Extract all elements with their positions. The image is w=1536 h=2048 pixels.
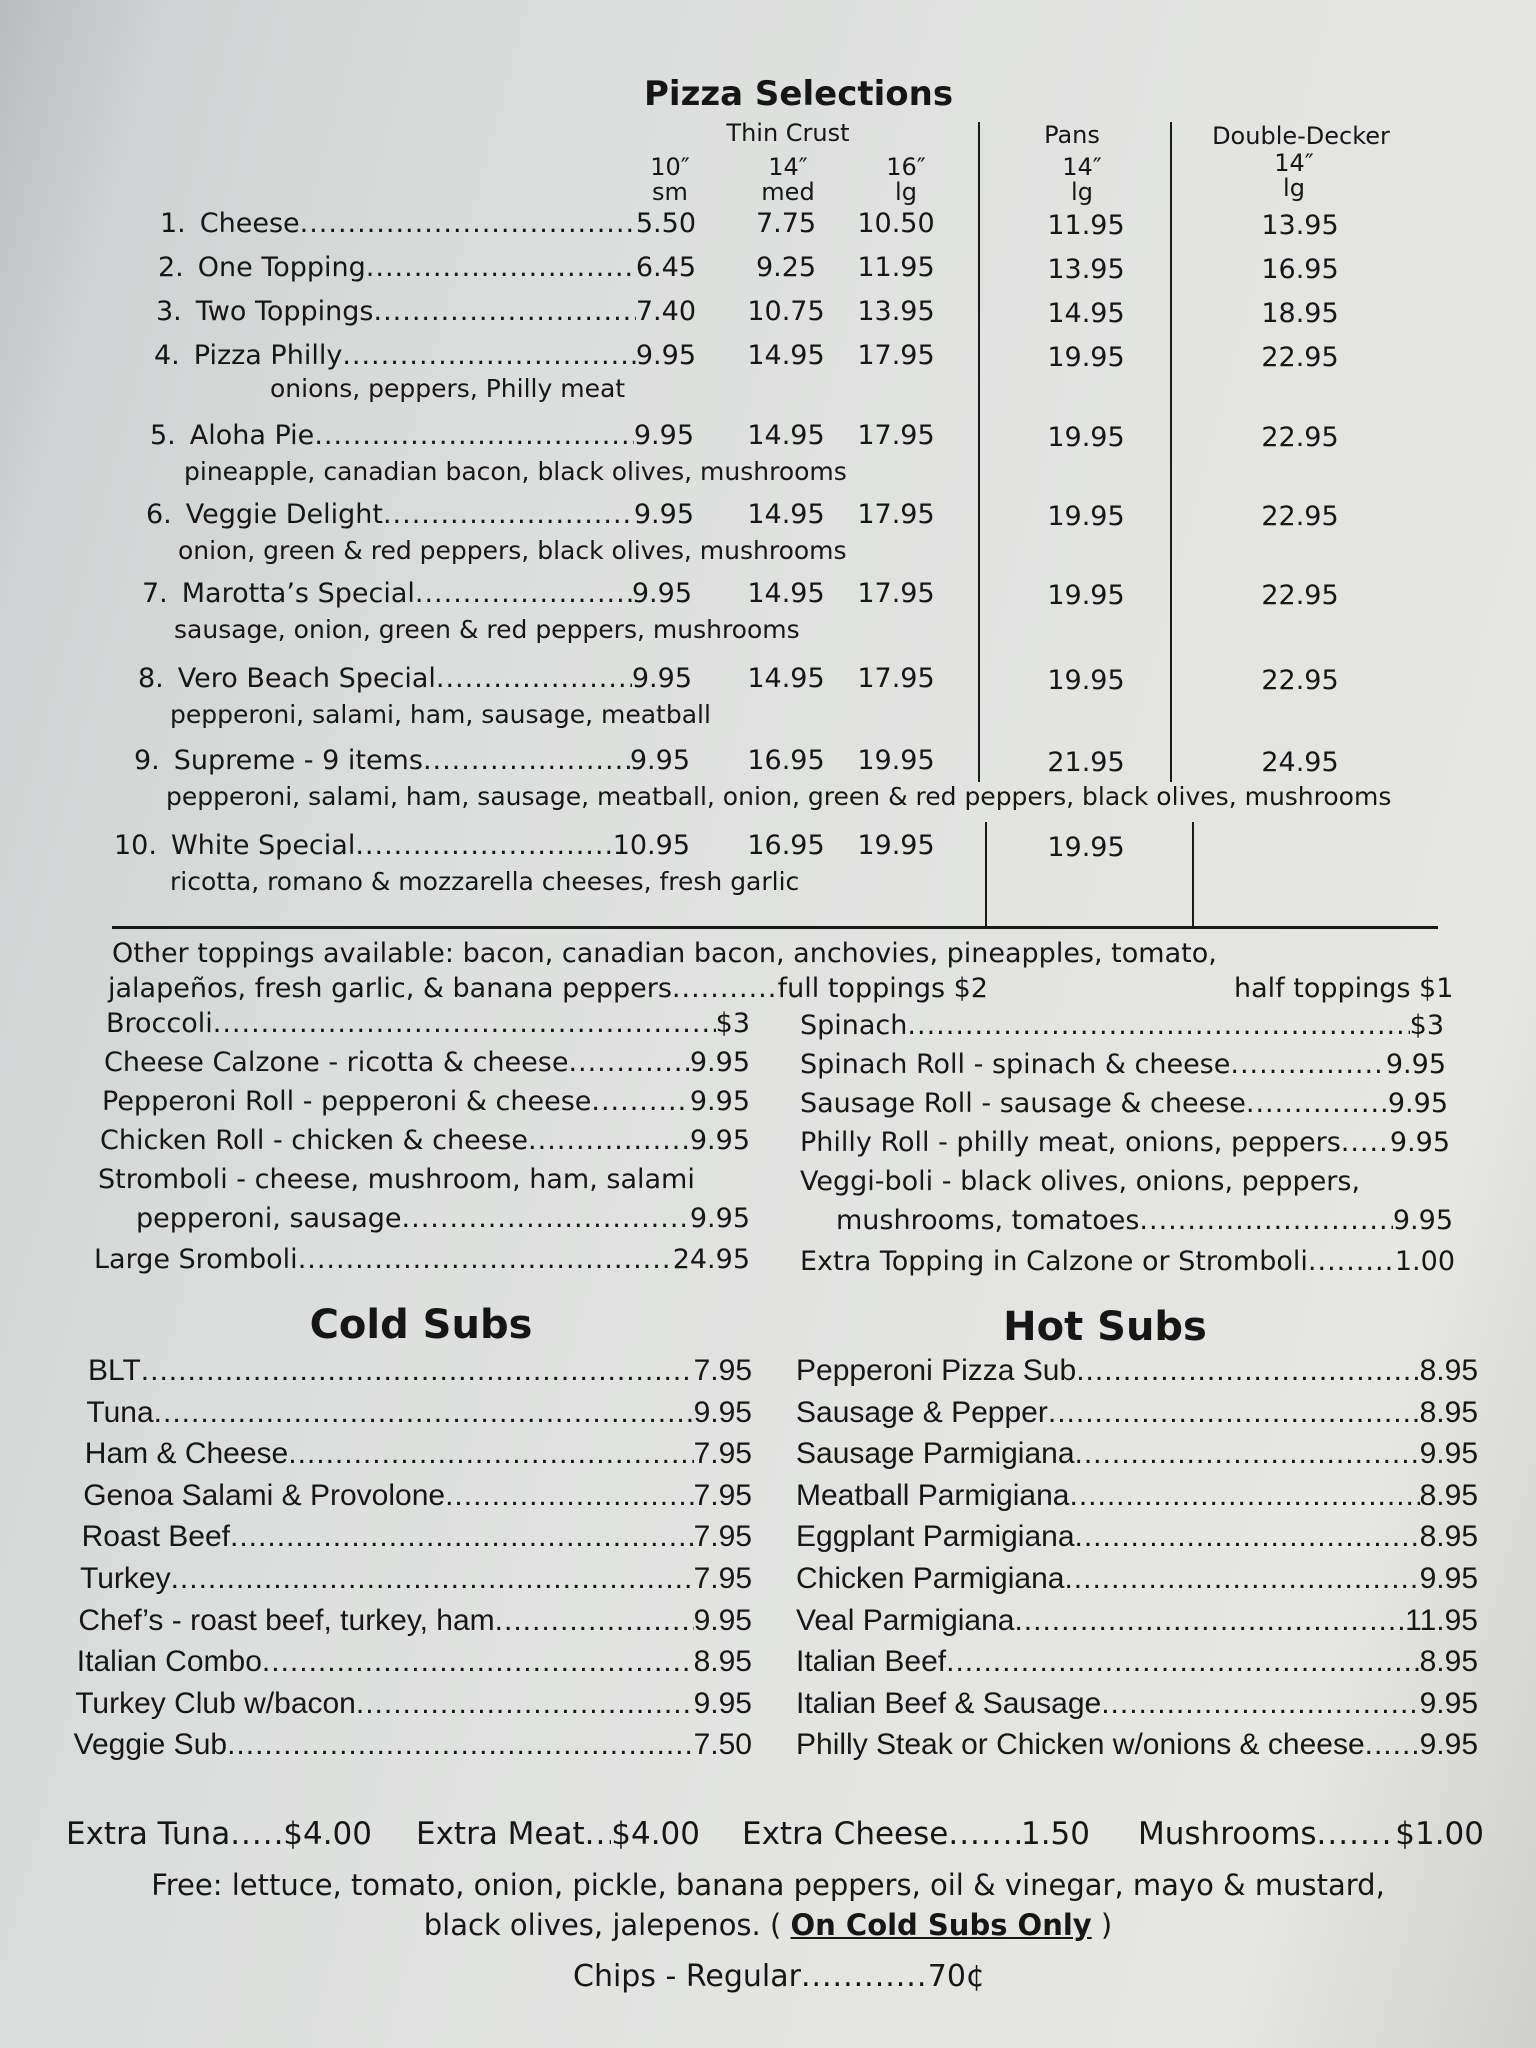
- cold-sub-item: [78, 1604, 752, 1638]
- divider-pans-dd-upper: [1170, 122, 1172, 782]
- hot-sub-item: [796, 1562, 1478, 1596]
- price-pan-lg: 19.95: [1047, 342, 1125, 373]
- hot-sub-item: [796, 1396, 1478, 1430]
- large-stromboli-item: Large Sromboli ..... 24.95: [94, 1244, 750, 1275]
- cold-subs-only-note: On Cold Subs Only: [790, 1908, 1092, 1942]
- price-thin-med: 9.25: [755, 252, 817, 283]
- price-thin-med: 14.95: [747, 420, 825, 451]
- free-toppings-line2: [0, 1908, 1536, 1942]
- pizza-name: Marotta’s Special: [181, 578, 415, 609]
- pizza-number: 9.: [134, 745, 160, 776]
- spinach-item: Spinach ..... $3: [800, 1010, 1444, 1041]
- pizza-row: [114, 830, 690, 861]
- chicken-roll-item: Chicken Roll - chicken & cheese ..... 9.95: [100, 1125, 750, 1156]
- pizza-description: onion, green & red peppers, black olives, mushrooms: [178, 536, 847, 565]
- sub-price: 9.95: [1419, 1562, 1478, 1595]
- sub-price: 7.95: [693, 1354, 752, 1387]
- pizza-name: Pizza Philly: [193, 340, 343, 371]
- pizza-number: 6.: [146, 499, 172, 530]
- sub-price: 7.50: [693, 1728, 752, 1762]
- leader-dots: [288, 1437, 693, 1471]
- sub-name: Roast Beef: [81, 1520, 231, 1554]
- toppings-label: Other toppings available:: [112, 938, 454, 969]
- hot-sub-item: [796, 1354, 1478, 1388]
- double-decker-header: Double-Decker: [1212, 122, 1390, 150]
- sub-name: BLT: [88, 1354, 141, 1387]
- price-thin-lg: 13.95: [857, 296, 935, 327]
- leader-dots: [1076, 1354, 1419, 1388]
- cold-sub-item: [80, 1562, 752, 1596]
- toppings-list-1: bacon, canadian bacon, anchovies, pineapples, tomato,: [462, 938, 1217, 969]
- cold-sub-item: [85, 1437, 752, 1471]
- leader-dots: [1365, 1728, 1420, 1762]
- price-thin-med: 7.75: [755, 208, 817, 239]
- leader-dots: [230, 1520, 694, 1554]
- pizza-name: Cheese: [199, 208, 300, 239]
- price-thin-lg: 17.95: [857, 499, 935, 530]
- leader-dots: [436, 663, 632, 694]
- price-double-decker-lg: 22.95: [1261, 342, 1339, 373]
- leader-dots: [1101, 1687, 1419, 1721]
- broccoli-item: Broccoli ..... $3: [106, 1008, 750, 1039]
- cold-sub-item: [83, 1479, 752, 1513]
- leader-dots: [154, 1396, 694, 1430]
- chips-item: Chips - Regular ..... 70¢: [573, 1959, 985, 1994]
- price-thin-med: 14.95: [747, 663, 825, 694]
- pizza-row: [138, 663, 692, 694]
- stromboli-item: pepperoni, sausage ..... 9.95: [136, 1203, 750, 1234]
- sub-price: 8.95: [1419, 1478, 1478, 1512]
- sub-price: 9.95: [693, 1603, 752, 1637]
- divider-pans-dd-lower: [1192, 822, 1194, 926]
- leader-dots: [1069, 1479, 1419, 1513]
- pizza-row: [156, 296, 696, 327]
- cold-sub-item: [88, 1354, 752, 1388]
- price-thin-lg: 17.95: [857, 578, 935, 609]
- toppings-list-2: jalapeños, fresh garlic, & banana peppers: [108, 973, 672, 1004]
- price-pan-lg: 19.95: [1047, 501, 1125, 532]
- sub-price: 11.95: [1405, 1603, 1478, 1637]
- cold-sub-item: [86, 1396, 752, 1430]
- pizza-row: [158, 252, 696, 283]
- toppings-line2: [108, 973, 988, 1004]
- pizza-name: One Topping: [197, 252, 366, 283]
- price-pan-lg: 21.95: [1047, 747, 1125, 778]
- price-double-decker-lg: 22.95: [1261, 665, 1339, 696]
- price-thin-sm: 5.50: [635, 208, 696, 239]
- pizza-number: 3.: [156, 296, 182, 327]
- pizza-row: [146, 499, 694, 530]
- pizza-description: sausage, onion, green & red peppers, mushrooms: [174, 615, 800, 644]
- pizza-description: ricotta, romano & mozzarella cheeses, fresh garlic: [170, 867, 800, 896]
- sub-name: Pepperoni Pizza Sub: [796, 1354, 1077, 1387]
- price-thin-med: 10.75: [747, 296, 825, 327]
- sub-price: 7.95: [693, 1437, 752, 1471]
- leader-dots: [171, 1562, 694, 1596]
- veggi-boli-line1: Veggi-boli - black olives, onions, peppers,: [800, 1166, 1361, 1197]
- price-pan-lg: 13.95: [1047, 254, 1125, 285]
- hot-subs-title: Hot Subs: [1003, 1304, 1207, 1350]
- pizza-description: pineapple, canadian bacon, black olives, mushrooms: [184, 457, 847, 486]
- pizza-description: pepperoni, salami, ham, sausage, meatball: [170, 700, 711, 729]
- sausage-roll-item: Sausage Roll - sausage & cheese ..... 9.95: [800, 1088, 1448, 1119]
- leader-dots: [383, 499, 634, 530]
- sub-name: Philly Steak or Chicken w/onions & cheese: [796, 1728, 1365, 1762]
- pizza-number: 8.: [138, 663, 164, 694]
- sub-name: Chicken Parmigiana: [796, 1562, 1065, 1595]
- price-pan-lg: 14.95: [1047, 298, 1125, 329]
- leader-dots: [300, 208, 636, 239]
- price-thin-lg: 17.95: [857, 340, 935, 371]
- hot-sub-item: [796, 1645, 1478, 1679]
- sub-name: Sausage & Pepper: [796, 1395, 1048, 1429]
- extra-meat: Extra Meat ..... $4.00: [416, 1816, 700, 1852]
- extra-topping-item: Extra Topping in Calzone or Stromboli ..... 1.00: [800, 1246, 1455, 1277]
- divider-thin-pans-lower: [985, 822, 987, 926]
- divider-thin-pans-upper: [978, 122, 980, 782]
- price-pan-lg: 19.95: [1047, 832, 1125, 863]
- cold-sub-item: [77, 1645, 752, 1679]
- sub-price: 7.95: [693, 1478, 752, 1512]
- sub-price: 9.95: [693, 1686, 752, 1720]
- leader-dots: [423, 745, 630, 776]
- sub-name: Veggie Sub: [73, 1728, 228, 1762]
- sub-price: 7.95: [693, 1520, 752, 1554]
- hot-sub-item: [796, 1520, 1478, 1554]
- pizza-number: 4.: [154, 340, 180, 371]
- sub-name: Tuna: [86, 1395, 154, 1429]
- leader-dots: [355, 830, 612, 861]
- price-thin-sm: 9.95: [635, 340, 696, 371]
- price-thin-med: 14.95: [747, 340, 825, 371]
- price-thin-sm: 9.95: [629, 745, 690, 776]
- price-double-decker-lg: 22.95: [1261, 422, 1339, 453]
- cheese-calzone-item: Cheese Calzone - ricotta & cheese ..... 9.95: [104, 1047, 750, 1078]
- price-thin-lg: 17.95: [857, 663, 935, 694]
- sub-price: 9.95: [1419, 1728, 1478, 1762]
- price-thin-med: 14.95: [747, 499, 825, 530]
- price-thin-sm: 9.95: [631, 663, 692, 694]
- leader-dots: [1075, 1520, 1420, 1554]
- price-pan-lg: 19.95: [1047, 665, 1125, 696]
- price-thin-lg: 17.95: [857, 420, 935, 451]
- pizza-row: [142, 578, 692, 609]
- pans-header: Pans: [1044, 121, 1100, 149]
- leader-dots: [495, 1604, 694, 1638]
- pizza-number: 2.: [158, 252, 184, 283]
- price-thin-sm: 7.40: [635, 296, 696, 327]
- cold-sub-item: [74, 1728, 752, 1762]
- sub-price: 9.95: [1419, 1686, 1478, 1720]
- full-toppings-price: full toppings $2: [777, 973, 988, 1004]
- half-toppings-price: half toppings $1: [1234, 973, 1454, 1004]
- free-toppings-line1: Free: lettuce, tomato, onion, pickle, banana peppers, oil & vinegar, mayo & mustard,: [151, 1868, 1385, 1902]
- sub-price: 9.95: [693, 1395, 752, 1429]
- thin-crust-header: Thin Crust: [726, 119, 850, 147]
- mushrooms-extra: Mushrooms ..... $1.00: [1138, 1816, 1484, 1852]
- price-thin-med: 16.95: [747, 745, 825, 776]
- pizza-name: Supreme - 9 items: [173, 745, 423, 776]
- price-thin-sm: 9.95: [631, 578, 692, 609]
- hot-sub-item: [796, 1479, 1478, 1513]
- pizza-title: Pizza Selections: [644, 74, 954, 114]
- size-header-lg: 16″ lg: [886, 153, 926, 206]
- leader-dots: [314, 420, 634, 451]
- sub-name: Ham & Cheese: [84, 1437, 289, 1471]
- sub-name: Turkey Club w/bacon: [75, 1686, 356, 1720]
- price-thin-lg: 19.95: [857, 830, 935, 861]
- pepperoni-roll-item: Pepperoni Roll - pepperoni & cheese ..... 9.95: [102, 1086, 750, 1117]
- pizza-number: 7.: [142, 578, 168, 609]
- price-thin-lg: 11.95: [857, 252, 935, 283]
- hot-sub-item: [796, 1604, 1478, 1638]
- pizza-number: 10.: [114, 830, 157, 861]
- pizza-description: onions, peppers, Philly meat: [270, 374, 626, 403]
- size-header-pan-lg: 14″ lg: [1062, 153, 1102, 206]
- pizza-number: 1.: [160, 208, 186, 239]
- sub-name: Italian Combo: [76, 1645, 262, 1679]
- cold-subs-title: Cold Subs: [309, 1302, 533, 1348]
- price-thin-sm: 10.95: [612, 830, 690, 861]
- pizza-name: Vero Beach Special: [177, 663, 436, 694]
- sub-price: 9.95: [1419, 1437, 1478, 1471]
- leader-dots: [356, 1687, 694, 1721]
- pizza-number: 5.: [150, 420, 176, 451]
- pizza-name: White Special: [170, 830, 356, 861]
- price-thin-lg: 10.50: [857, 208, 935, 239]
- size-header-dd-lg: 14″ lg: [1274, 149, 1314, 202]
- sub-name: Turkey: [80, 1562, 171, 1595]
- price-double-decker-lg: 13.95: [1261, 210, 1339, 241]
- sub-price: 8.95: [693, 1645, 752, 1679]
- sub-name: Meatball Parmigiana: [796, 1478, 1070, 1512]
- hot-sub-item: [796, 1437, 1478, 1471]
- sub-name: Sausage Parmigiana: [796, 1437, 1075, 1471]
- pizza-description: pepperoni, salami, ham, sausage, meatball, onion, green & red peppers, black olives, mushrooms: [166, 782, 1392, 811]
- veggi-boli-item: mushrooms, tomatoes ..... 9.95: [836, 1205, 1453, 1236]
- price-double-decker-lg: 22.95: [1261, 580, 1339, 611]
- pizza-section-rule: [112, 926, 1438, 929]
- hot-sub-item: [796, 1728, 1478, 1762]
- leader-dots: [1064, 1562, 1419, 1596]
- pizza-row: [134, 745, 690, 776]
- price-thin-sm: 9.95: [633, 499, 694, 530]
- sub-price: 8.95: [1419, 1520, 1478, 1554]
- sub-price: 8.95: [1419, 1645, 1478, 1679]
- leader-dots: [366, 252, 636, 283]
- leader-dots: [342, 340, 636, 371]
- leader-dots: [262, 1645, 694, 1679]
- size-header-med: 14″ med: [761, 153, 815, 206]
- price-double-decker-lg: 16.95: [1261, 254, 1339, 285]
- leader-dots: [374, 296, 636, 327]
- free-toppings-text: black olives, jalepenos. (: [423, 1908, 782, 1942]
- cold-sub-item: [75, 1687, 752, 1721]
- pizza-name: Aloha Pie: [189, 420, 315, 451]
- price-thin-med: 14.95: [747, 578, 825, 609]
- sub-name: Italian Beef: [796, 1645, 947, 1679]
- size-header-sm: 10″ sm: [650, 153, 690, 206]
- extra-tuna: Extra Tuna ..... $4.00: [66, 1816, 372, 1852]
- price-thin-sm: 6.45: [635, 252, 696, 283]
- price-double-decker-lg: 22.95: [1261, 501, 1339, 532]
- extra-cheese: Extra Cheese ..... 1.50: [742, 1816, 1090, 1852]
- sub-price: 7.95: [693, 1562, 752, 1595]
- stromboli-line1: Stromboli - cheese, mushroom, ham, salami: [98, 1164, 695, 1195]
- pizza-row: [154, 340, 696, 371]
- leader-dots: [1014, 1604, 1405, 1638]
- toppings-line1: [112, 938, 1217, 969]
- sub-name: Chef’s - roast beef, turkey, ham: [78, 1603, 495, 1637]
- sub-price: 8.95: [1419, 1395, 1478, 1429]
- pizza-row: [150, 420, 694, 451]
- pizza-name: Two Toppings: [195, 296, 374, 327]
- sub-name: Veal Parmigiana: [796, 1603, 1015, 1637]
- spinach-roll-item: Spinach Roll - spinach & cheese ..... 9.95: [800, 1049, 1446, 1080]
- leader-dots: [227, 1728, 694, 1762]
- sub-price: 8.95: [1419, 1354, 1478, 1387]
- leader-dots: [946, 1645, 1420, 1679]
- price-thin-lg: 19.95: [857, 745, 935, 776]
- price-thin-sm: 9.95: [633, 420, 694, 451]
- sub-name: Italian Beef & Sausage: [796, 1686, 1102, 1720]
- pizza-name: Veggie Delight: [185, 499, 383, 530]
- free-toppings-close: ): [1100, 1908, 1113, 1942]
- price-pan-lg: 11.95: [1047, 210, 1125, 241]
- leader-dots: [141, 1354, 694, 1388]
- price-double-decker-lg: 24.95: [1261, 747, 1339, 778]
- cold-sub-item: [82, 1520, 752, 1554]
- pizza-row: [160, 208, 696, 239]
- price-thin-med: 16.95: [747, 830, 825, 861]
- sub-name: Eggplant Parmigiana: [796, 1520, 1075, 1554]
- leader-dots: [1075, 1437, 1420, 1471]
- leader-dots: [445, 1479, 694, 1513]
- price-pan-lg: 19.95: [1047, 580, 1125, 611]
- philly-roll-item: Philly Roll - philly meat, onions, peppers ..... 9.95: [800, 1127, 1450, 1158]
- price-double-decker-lg: 18.95: [1261, 298, 1339, 329]
- leader-dots: [415, 578, 632, 609]
- hot-sub-item: [796, 1687, 1478, 1721]
- sub-name: Genoa Salami & Provolone: [83, 1478, 446, 1512]
- price-pan-lg: 19.95: [1047, 422, 1125, 453]
- leader-dots: [1048, 1396, 1420, 1430]
